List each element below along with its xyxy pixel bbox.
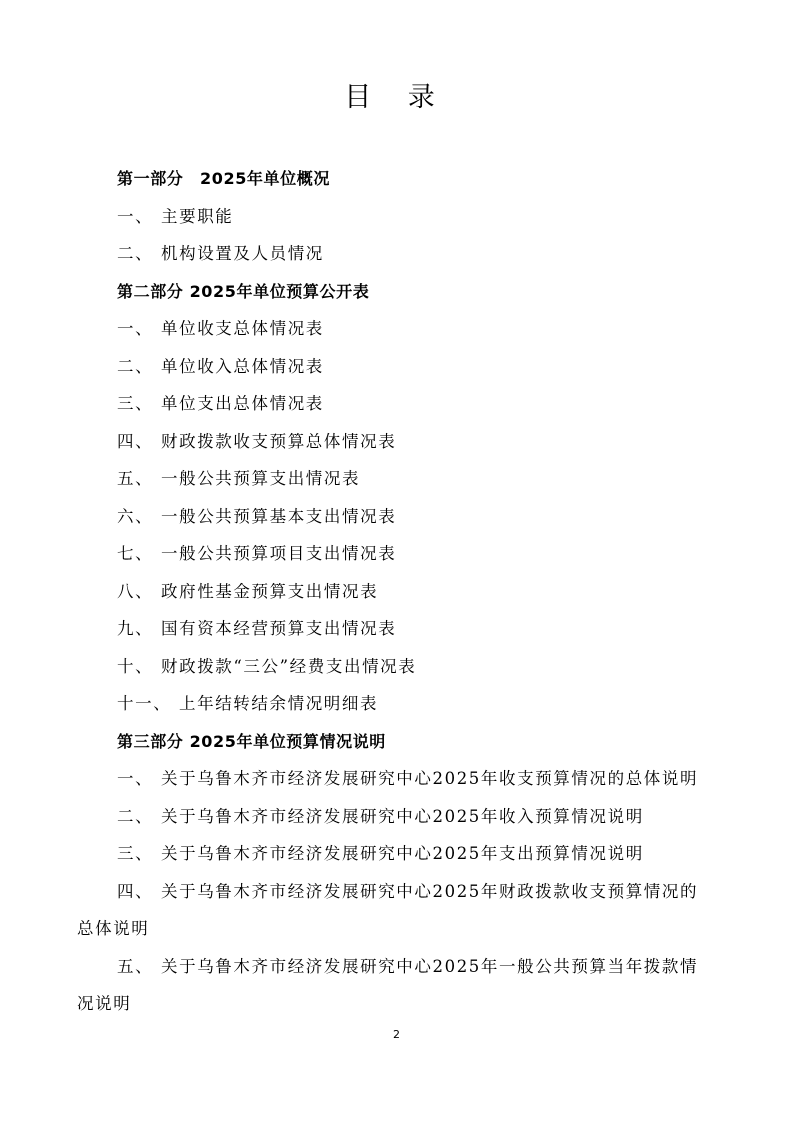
toc-item-number: 十、 <box>117 656 154 676</box>
toc-part1-item <box>117 204 717 242</box>
toc-item-number: 十一、 <box>117 694 172 713</box>
toc-item-number: 五、 <box>117 469 154 488</box>
toc-item-number: 九、 <box>117 619 154 638</box>
toc-item-text: 关于乌鲁木齐市经济发展研究中心2025年收入预算情况说明 <box>161 806 644 826</box>
toc-item-text: 一般公共预算支出情况表 <box>161 469 361 488</box>
toc-item-number: 二、 <box>117 244 154 263</box>
toc-part3-wrapped-item <box>77 879 717 954</box>
toc-item-text: 单位收入总体情况表 <box>161 356 324 376</box>
toc-item-text: 关于乌鲁木齐市经济发展研究中心2025年财政拨款收支预算情况的 <box>161 881 699 901</box>
toc-part3-heading: 第三部分 2025年单位预算情况说明 <box>117 731 386 751</box>
toc-item-continuation: 总体说明 <box>77 919 150 938</box>
toc-item-text: 关于乌鲁木齐市经济发展研究中心2025年支出预算情况说明 <box>161 844 644 863</box>
toc-part2-item <box>117 391 717 429</box>
toc-part2-item <box>117 541 717 579</box>
toc-item-number: 三、 <box>117 844 154 863</box>
toc-item-text: 财政拨款收支预算总体情况表 <box>161 431 397 451</box>
toc-item-text: 关于乌鲁木齐市经济发展研究中心2025年一般公共预算当年拨款情 <box>161 956 699 976</box>
toc-item-number: 四、 <box>117 881 154 901</box>
toc-part3-item <box>117 804 717 842</box>
toc-item-number: 四、 <box>117 431 154 451</box>
toc-item-number: 五、 <box>117 956 154 976</box>
toc-item-text: 政府性基金预算支出情况表 <box>161 581 379 601</box>
page-number: 2 <box>393 1028 400 1041</box>
toc-item-number: 一、 <box>117 319 154 338</box>
toc-part3-item <box>117 766 717 804</box>
toc-item-text: 上年结转结余情况明细表 <box>179 694 379 713</box>
toc-item-number: 二、 <box>117 806 154 826</box>
toc-item-text: 机构设置及人员情况 <box>161 244 324 263</box>
toc-item-text: 国有资本经营预算支出情况表 <box>161 619 397 638</box>
toc-item-number: 二、 <box>117 356 154 376</box>
toc-item-continuation: 况说明 <box>77 994 132 1013</box>
toc-part2-item <box>117 316 717 354</box>
toc-part1-item <box>117 241 717 279</box>
toc-part2-item <box>117 654 717 692</box>
toc-part2-item <box>117 354 717 392</box>
toc-part2-item <box>117 466 717 504</box>
toc-item-number: 三、 <box>117 394 154 413</box>
toc-item-text: 财政拨款“三公”经费支出情况表 <box>161 656 417 676</box>
table-of-contents <box>77 166 717 1029</box>
toc-item-number: 一、 <box>117 769 154 788</box>
toc-item-text: 关于乌鲁木齐市经济发展研究中心2025年收支预算情况的总体说明 <box>161 769 699 788</box>
toc-part2-item <box>117 691 717 729</box>
toc-part2-item <box>117 429 717 467</box>
toc-item-text: 单位收支总体情况表 <box>161 319 324 338</box>
toc-item-number: 七、 <box>117 544 154 563</box>
toc-item-number: 一、 <box>117 206 154 226</box>
page-title: 目 录 <box>344 82 449 113</box>
toc-part3-item <box>117 841 717 879</box>
toc-part2-item <box>117 504 717 542</box>
toc-part3-wrapped-item <box>77 954 717 1029</box>
toc-item-text: 主要职能 <box>161 206 234 226</box>
toc-item-text: 一般公共预算基本支出情况表 <box>161 506 397 526</box>
toc-part2-heading: 第二部分 2025年单位预算公开表 <box>117 281 370 301</box>
toc-item-number: 八、 <box>117 581 154 601</box>
toc-item-text: 一般公共预算项目支出情况表 <box>161 544 397 563</box>
toc-part1-heading: 第一部分 2025年单位概况 <box>117 169 330 188</box>
toc-part2-item <box>117 616 717 654</box>
toc-item-number: 六、 <box>117 506 154 526</box>
toc-part2-item <box>117 579 717 617</box>
toc-item-text: 单位支出总体情况表 <box>161 394 324 413</box>
